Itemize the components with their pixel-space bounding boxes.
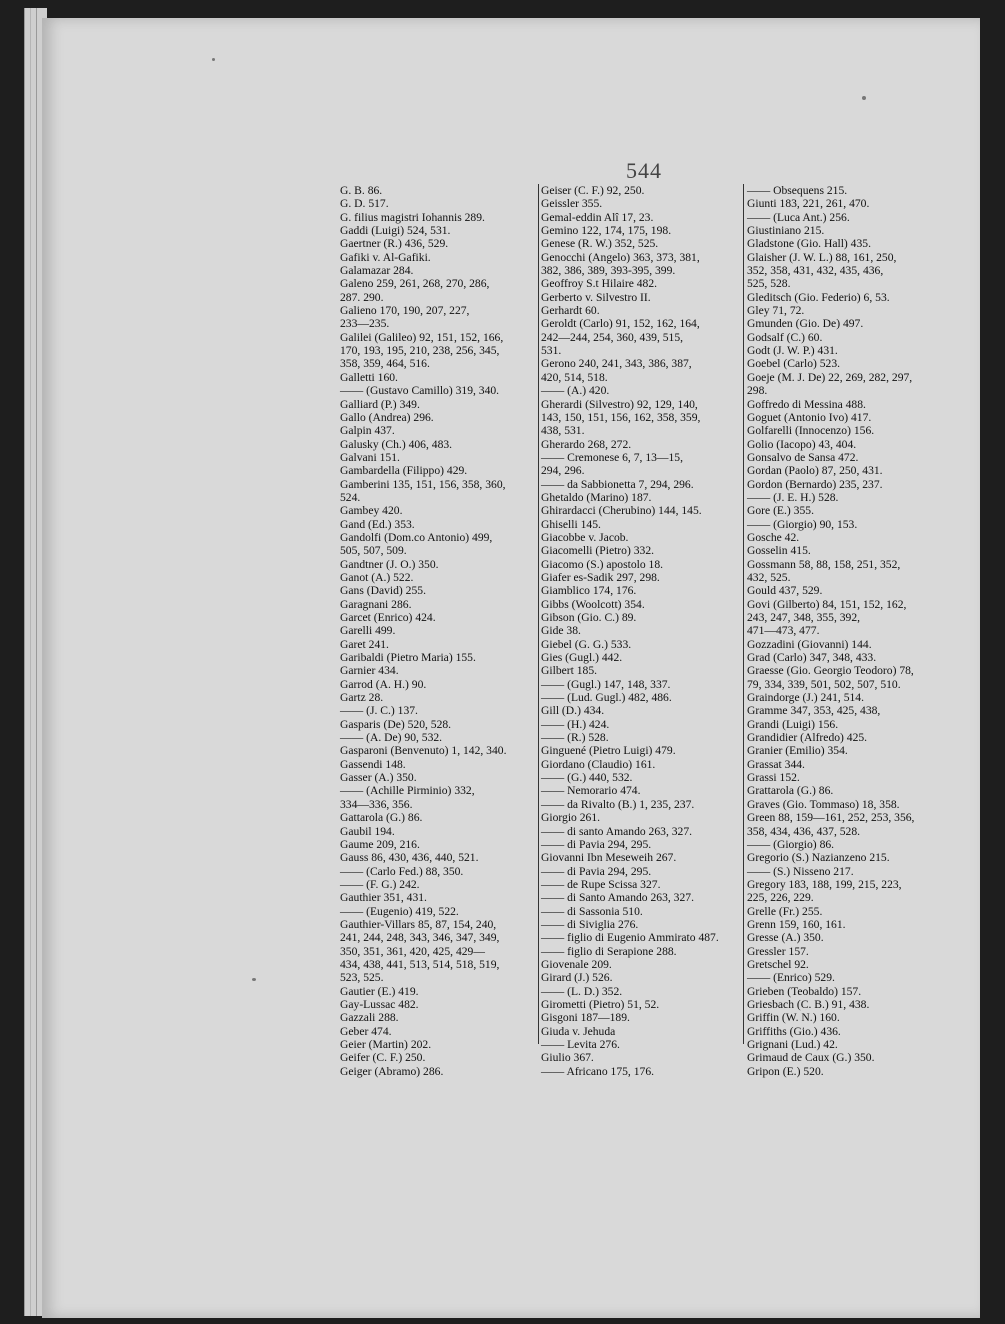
index-entry-line: Granier (Emilio) 354. [747, 744, 848, 758]
index-entry-line: —— di Sassonia 510. [541, 904, 643, 918]
index-entry-line: Gley 71, 72. [747, 304, 805, 318]
index-entry-line: Ghirardacci (Cherubino) 144, 145. [541, 504, 702, 518]
index-entry-line: Govi (Gilberto) 84, 151, 152, 162, [747, 597, 907, 611]
index-entry-line: 525, 528. [747, 277, 791, 291]
index-entry-line: Gand (Ed.) 353. [340, 517, 415, 531]
index-entry-line: Genocchi (Angelo) 363, 373, 381, [541, 250, 700, 264]
index-entry-line: Ginguené (Pietro Luigi) 479. [541, 744, 676, 758]
index-entry-line: Garelli 499. [340, 624, 396, 638]
index-entry-line: —— (F. G.) 242. [340, 877, 420, 891]
index-entry-line: Giacomo (S.) apostolo 18. [541, 557, 664, 571]
index-entry-line: Gozzadini (Giovanni) 144. [747, 637, 872, 651]
index-entry-line: Garibaldi (Pietro Maria) 155. [340, 651, 476, 665]
index-entry-line: Giovenale 209. [541, 957, 612, 971]
index-entry-line: Gosche 42. [747, 530, 800, 544]
index-entry-line: —— (S.) Nisseno 217. [747, 864, 854, 878]
index-entry-line: Gambardella (Filippo) 429. [340, 464, 468, 478]
index-entry-line: —— (L. D.) 352. [541, 984, 623, 998]
index-entry-line: Gasparis (De) 520, 528. [340, 717, 452, 731]
index-entry-line: Galamazar 284. [340, 264, 414, 278]
index-entry-line: —— (J. E. H.) 528. [747, 490, 839, 504]
index-entry-line: —— (J. C.) 137. [340, 704, 418, 718]
index-entry-line: 358, 434, 436, 437, 528. [747, 824, 861, 838]
index-entry-line: Gemino 122, 174, 175, 198. [541, 224, 672, 238]
index-entry-line: Gramme 347, 353, 425, 438, [747, 704, 881, 718]
index-entry-line: Geiser (C. F.) 92, 250. [541, 184, 645, 197]
index-entry-line: 350, 351, 361, 420, 425, 429— [340, 944, 485, 958]
paper-speck [212, 58, 215, 61]
index-entry-line: —— (Giorgio) 90, 153. [747, 517, 858, 531]
index-entry-line: Ghiselli 145. [541, 517, 601, 531]
index-entry-line: Gauthier 351, 431. [340, 891, 427, 905]
index-entry-line: Gies (Gugl.) 442. [541, 651, 623, 665]
index-entry-line: —— (Lud. Gugl.) 482, 486. [541, 691, 672, 705]
index-entry-line: Graindorge (J.) 241, 514. [747, 691, 864, 705]
index-entry-line: —— Levita 276. [541, 1038, 620, 1051]
index-entry-line: Galusky (Ch.) 406, 483. [340, 437, 453, 451]
index-entry-line: Gretschel 92. [747, 957, 809, 971]
index-entry-line: Gore (E.) 355. [747, 504, 814, 518]
index-entry-line: —— di Siviglia 276. [541, 917, 639, 931]
index-entry-line: —— Africano 175, 176. [541, 1064, 655, 1078]
index-entry-line: —— (Eugenio) 419, 522. [340, 904, 459, 918]
index-entry-line: Geifer (C. F.) 250. [340, 1051, 426, 1065]
index-entry-line: Gherardo 268, 272. [541, 437, 632, 451]
index-entry-line: Griesbach (C. B.) 91, 438. [747, 997, 870, 1011]
index-entry-line: 432, 525. [747, 570, 791, 584]
index-entry-line: Grelle (Fr.) 255. [747, 904, 823, 918]
index-entry-line: —— (Giorgio) 86. [747, 837, 835, 851]
index-entry-line: Gonsalvo de Sansa 472. [747, 450, 859, 464]
index-entry-line: 334—336, 356. [340, 797, 413, 811]
index-entry-line: 298. [747, 384, 768, 398]
index-entry-line: Gandolfi (Dom.co Antonio) 499, [340, 530, 493, 544]
index-entry-line: Galliard (P.) 349. [340, 397, 420, 411]
index-entry-line: Goguet (Antonio Ivo) 417. [747, 410, 872, 424]
index-entry-line: Gaddi (Luigi) 524, 531. [340, 224, 451, 238]
index-entry-line: Griffin (W. N.) 160. [747, 1011, 840, 1025]
index-entry-line: Galletti 160. [340, 370, 398, 384]
index-entry-line: —— (A. De) 90, 532. [340, 731, 443, 745]
index-entry-line: Gide 38. [541, 624, 581, 638]
index-entry-line: —— Obsequens 215. [747, 184, 848, 197]
index-entry-line: Godt (J. W. P.) 431. [747, 344, 838, 358]
index-entry-line: Gasser (A.) 350. [340, 771, 417, 785]
index-entry-line: —— Cremonese 6, 7, 13—15, [541, 450, 684, 464]
index-entry-line: 294, 296. [541, 464, 585, 478]
index-entry-line: Gerberto v. Silvestro II. [541, 290, 651, 304]
paper-speck [252, 978, 256, 981]
index-entry-line: Gambey 420. [340, 504, 403, 518]
index-entry-line: Geissler 355. [541, 197, 603, 211]
index-entry-line: Gosselin 415. [747, 544, 811, 558]
index-entry-line: 438, 531. [541, 424, 585, 438]
index-entry-line: Gressler 157. [747, 944, 809, 958]
index-entry-line: Grieben (Teobaldo) 157. [747, 984, 862, 998]
index-entry-line: Gill (D.) 434. [541, 704, 605, 718]
index-entry-line: Goffredo di Messina 488. [747, 397, 866, 411]
index-entry-line: 358, 359, 464, 516. [340, 357, 430, 371]
index-entry-line: Gripon (E.) 520. [747, 1064, 824, 1078]
index-entry-line: Geber 474. [340, 1024, 392, 1038]
index-entry-line: Gafiki v. Al-Gafiki. [340, 250, 431, 264]
index-entry-line: Gregorio (S.) Nazianzeno 215. [747, 851, 890, 865]
column-divider [743, 184, 744, 1044]
index-entry-line: Gaume 209, 216. [340, 837, 420, 851]
index-entry-line: 523, 525. [340, 971, 384, 985]
index-entry-line: Galilei (Galileo) 92, 151, 152, 166, [340, 330, 504, 344]
index-entry-line: Garnier 434. [340, 664, 399, 678]
index-entry-line: 352, 358, 431, 432, 435, 436, [747, 264, 884, 278]
index-entry-line: Galvani 151. [340, 450, 400, 464]
index-entry-line: Grimaud de Caux (G.) 350. [747, 1051, 875, 1065]
index-entry-line: Griffiths (Gio.) 436. [747, 1024, 841, 1038]
index-entry-line: Giustiniano 215. [747, 224, 825, 238]
index-entry-line: Gaubil 194. [340, 824, 395, 838]
index-entry-line: Geiger (Abramo) 286. [340, 1064, 444, 1078]
index-entry-line: Giulio 367. [541, 1051, 594, 1065]
index-entry-line: 143, 150, 151, 156, 162, 358, 359, [541, 410, 701, 424]
index-entry-line: Gauss 86, 430, 436, 440, 521. [340, 851, 479, 865]
index-entry-line: Gould 437, 529. [747, 584, 823, 598]
index-entry-line: Garagnani 286. [340, 597, 412, 611]
index-entry-line: Grassi 152. [747, 771, 800, 785]
index-entry-line: Girometti (Pietro) 51, 52. [541, 997, 660, 1011]
index-entry-line: 243, 247, 348, 355, 392, [747, 611, 861, 624]
index-entry-line: Gordon (Bernardo) 235, 237. [747, 477, 883, 491]
index-entry-line: 79, 334, 339, 501, 502, 507, 510. [747, 677, 901, 691]
index-entry-line: Gallo (Andrea) 296. [340, 410, 434, 424]
index-entry-line: Gasparoni (Benvenuto) 1, 142, 340. [340, 744, 507, 758]
index-entry-line: Ghetaldo (Marino) 187. [541, 490, 652, 504]
index-entry-line: Grassat 344. [747, 757, 805, 771]
index-entry-line: Grandi (Luigi) 156. [747, 717, 839, 731]
index-entry-line: Grattarola (G.) 86. [747, 784, 834, 798]
index-entry-line: Galieno 170, 190, 207, 227, [340, 304, 470, 318]
index-entry-line: 531. [541, 344, 562, 358]
index-entry-line: Giacobbe v. Jacob. [541, 530, 629, 544]
index-entry-line: 241, 244, 248, 343, 346, 347, 349, [340, 931, 500, 945]
index-entry-line: 471—473, 477. [747, 624, 820, 638]
index-entry-line: 382, 386, 389, 393-395, 399. [541, 264, 676, 278]
index-entry-line: —— de Rupe Scissa 327. [541, 877, 661, 891]
index-entry-line: —— da Sabbionetta 7, 294, 296. [541, 477, 694, 491]
index-entry-line: Gleditsch (Gio. Federio) 6, 53. [747, 290, 890, 304]
index-entry-line: Gemal-eddin Alî 17, 23. [541, 210, 654, 224]
index-entry-line: 505, 507, 509. [340, 544, 407, 558]
index-entry-line: Gandtner (J. O.) 350. [340, 557, 439, 571]
index-entry-line: Gibbs (Woolcott) 354. [541, 597, 645, 611]
index-entry-line: Galeno 259, 261, 268, 270, 286, [340, 277, 490, 291]
index-entry-line: Golio (Iacopo) 43, 404. [747, 437, 857, 451]
index-entry-line: Girard (J.) 526. [541, 971, 613, 985]
index-entry-line: Gaertner (R.) 436, 529. [340, 237, 449, 251]
index-column-2 [541, 184, 741, 1078]
index-entry-line: 524. [340, 490, 361, 504]
index-entry-line: Gassendi 148. [340, 757, 406, 771]
paper-speck [862, 96, 866, 100]
index-entry-line: —— figlio di Serapione 288. [541, 944, 677, 958]
index-entry-line: —— (Luca Ant.) 256. [747, 210, 850, 224]
index-entry-line: G. D. 517. [340, 197, 389, 211]
index-entry-line: Gresse (A.) 350. [747, 931, 824, 945]
index-entry-line: Giafer es-Sadik 297, 298. [541, 570, 660, 584]
index-entry-line: Gay-Lussac 482. [340, 997, 419, 1011]
index-entry-line: —— (Gugl.) 147, 148, 337. [541, 677, 671, 691]
index-entry-line: Gazzali 288. [340, 1011, 399, 1025]
index-entry-line: Geoffroy S.t Hilaire 482. [541, 277, 658, 291]
index-entry-line: Gmunden (Gio. De) 497. [747, 317, 864, 331]
index-entry-line: —— (R.) 528. [541, 731, 609, 745]
index-entry-line: Goeje (M. J. De) 22, 269, 282, 297, [747, 370, 913, 384]
index-entry-line: 170, 193, 195, 210, 238, 256, 345, [340, 344, 500, 358]
index-entry-line: Gisgoni 187—189. [541, 1011, 630, 1025]
page-number: 544 [626, 158, 662, 183]
index-entry-line: Gartz 28. [340, 691, 384, 705]
index-entry-line: Gilbert 185. [541, 664, 598, 678]
index-entry-line: Gauthier-Villars 85, 87, 154, 240, [340, 917, 497, 931]
index-entry-line: 287. 290. [340, 290, 384, 304]
index-entry-line: 233—235. [340, 317, 390, 331]
index-entry-line: Graves (Gio. Tommaso) 18, 358. [747, 797, 900, 811]
index-entry-line: 420, 514, 518. [541, 370, 608, 384]
index-entry-line: Gherardi (Silvestro) 92, 129, 140, [541, 397, 698, 411]
index-entry-line: Grignani (Lud.) 42. [747, 1038, 838, 1051]
index-entry-line: Giovanni Ibn Meseweih 267. [541, 851, 677, 865]
index-entry-line: —— di Santo Amando 263, 327. [541, 891, 694, 905]
index-entry-line: —— (Carlo Fed.) 88, 350. [340, 864, 464, 878]
index-entry-line: Gladstone (Gio. Hall) 435. [747, 237, 871, 251]
index-entry-line: Giacomelli (Pietro) 332. [541, 544, 655, 558]
index-entry-line: Gerono 240, 241, 343, 386, 387, [541, 357, 692, 371]
index-entry-line: Garrod (A. H.) 90. [340, 677, 427, 691]
index-entry-line: Giamblico 174, 176. [541, 584, 637, 598]
index-entry-line: —— (H.) 424. [541, 717, 610, 731]
index-entry-line: Ganot (A.) 522. [340, 570, 414, 584]
index-entry-line: Glaisher (J. W. L.) 88, 161, 250, [747, 250, 897, 264]
index-entry-line: Goebel (Carlo) 523. [747, 357, 841, 371]
index-entry-line: Gautier (E.) 419. [340, 984, 419, 998]
index-entry-line: —— da Rivalto (B.) 1, 235, 237. [541, 797, 695, 811]
index-entry-line: Geroldt (Carlo) 91, 152, 162, 164, [541, 317, 700, 331]
index-entry-line: 434, 438, 441, 513, 514, 518, 519, [340, 957, 500, 971]
index-entry-line: G. filius magistri Iohannis 289. [340, 210, 485, 224]
index-entry-line: Gamberini 135, 151, 156, 358, 360, [340, 477, 506, 491]
index-entry-line: Graesse (Gio. Georgio Teodoro) 78, [747, 664, 914, 678]
index-entry-line: —— (Gustavo Camillo) 319, 340. [340, 384, 500, 398]
index-entry-line: —— di Pavia 294, 295. [541, 837, 652, 851]
index-entry-line: Giuda v. Jehuda [541, 1024, 616, 1038]
index-entry-line: —— di Pavia 294, 295. [541, 864, 652, 878]
index-entry-line: Golfarelli (Innocenzo) 156. [747, 424, 875, 438]
index-entry-line: G. B. 86. [340, 184, 383, 197]
index-entry-line: Grad (Carlo) 347, 348, 433. [747, 651, 877, 665]
index-entry-line: Giordano (Claudio) 161. [541, 757, 656, 771]
index-entry-line: Galpin 437. [340, 424, 395, 438]
index-entry-line: —— di santo Amando 263, 327. [541, 824, 693, 838]
index-entry-line: Geier (Martin) 202. [340, 1038, 432, 1051]
index-entry-line: —— Nemorario 474. [541, 784, 641, 798]
index-entry-line: 225, 226, 229. [747, 891, 814, 905]
index-entry-line: Garet 241. [340, 637, 389, 651]
index-entry-line: —— (A.) 420. [541, 384, 610, 398]
index-entry-line: —— (Achille Pirminio) 332, [340, 784, 475, 798]
index-entry-line: Green 88, 159—161, 252, 253, 356, [747, 811, 915, 825]
index-column-1 [340, 184, 540, 1078]
index-entry-line: Gattarola (G.) 86. [340, 811, 423, 825]
index-entry-line: Godsalf (C.) 60. [747, 330, 823, 344]
index-entry-line: 242—244, 254, 360, 439, 515, [541, 330, 684, 344]
index-entry-line: Giunti 183, 221, 261, 470. [747, 197, 870, 211]
index-entry-line: Grandidier (Alfredo) 425. [747, 731, 868, 745]
index-column-3 [747, 184, 948, 1078]
index-entry-line: Grenn 159, 160, 161. [747, 917, 846, 931]
index-entry-line: Gerhardt 60. [541, 304, 600, 318]
index-entry-line: —— (G.) 440, 532. [541, 771, 633, 785]
index-entry-line: —— (Enrico) 529. [747, 971, 835, 985]
index-entry-line: Giebel (G. G.) 533. [541, 637, 632, 651]
index-entry-line: Gregory 183, 188, 199, 215, 223, [747, 877, 902, 891]
index-entry-line: Garcet (Enrico) 424. [340, 611, 436, 624]
index-entry-line: Gossmann 58, 88, 158, 251, 352, [747, 557, 901, 571]
index-entry-line: Gibson (Gio. C.) 89. [541, 611, 637, 624]
index-entry-line: Gans (David) 255. [340, 584, 426, 598]
index-entry-line: Gordan (Paolo) 87, 250, 431. [747, 464, 883, 478]
index-entry-line: Genese (R. W.) 352, 525. [541, 237, 659, 251]
index-entry-line: Giorgio 261. [541, 811, 601, 825]
index-entry-line: —— figlio di Eugenio Ammirato 487. [541, 931, 719, 945]
